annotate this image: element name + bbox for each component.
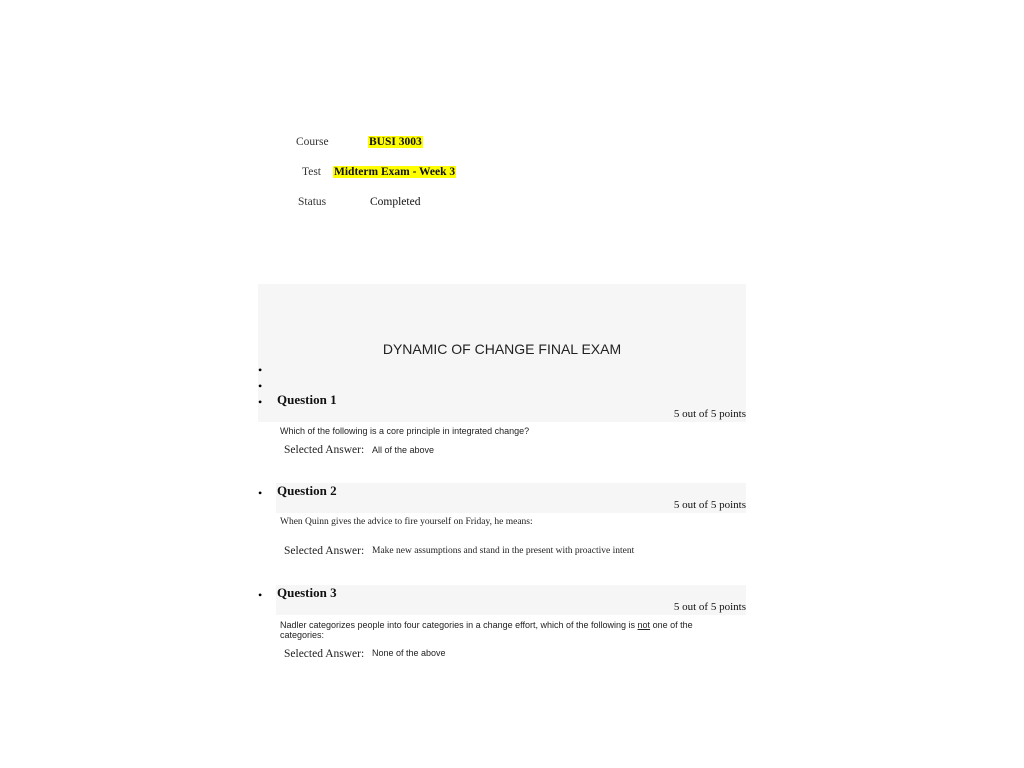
info-row-status — [280, 192, 580, 222]
test-value — [333, 166, 456, 178]
question-2-text: When Quinn gives the advice to fire yourself on Friday, he means: — [280, 517, 533, 527]
info-row-course — [280, 132, 580, 162]
question-1-answer: All of the above — [372, 445, 435, 455]
question-3-points: 5 out of 5 points — [673, 601, 746, 613]
question-2-title: Question 2 — [277, 483, 337, 498]
test-label: Test — [302, 166, 321, 178]
question-2-answer-label: Selected Answer: — [284, 545, 365, 557]
question-1-title: Question 1 — [277, 392, 337, 407]
question-3-text-underlined: not — [637, 620, 651, 630]
question-bullet: • — [258, 588, 263, 602]
question-3-text-before: Nadler categorizes people into four categories in a change effort, which of the following is — [280, 620, 638, 630]
question-2-answer: Make new assumptions and stand in the present with proactive intent — [372, 546, 635, 556]
question-1-points: 5 out of 5 points — [673, 408, 746, 420]
empty-bullet: • — [258, 363, 263, 377]
info-row-test — [280, 162, 580, 192]
question-3-answer: None of the above — [372, 648, 446, 658]
exam-info — [280, 132, 580, 222]
question-3-answer-label: Selected Answer: — [284, 648, 365, 660]
course-label: Course — [296, 136, 329, 148]
question-bullet: • — [258, 486, 263, 500]
question-1-text: Which of the following is a core principle in integrated change? — [280, 426, 530, 436]
empty-bullet: • — [258, 379, 263, 393]
question-3-text — [280, 620, 720, 640]
question-3-title: Question 3 — [277, 585, 337, 600]
exam-title: DYNAMIC OF CHANGE FINAL EXAM — [382, 341, 622, 357]
course-value — [368, 136, 423, 148]
course-value-highlight: BUSI 3003 — [369, 136, 422, 148]
question-3-text-after: one of the categories: — [280, 620, 693, 640]
question-bullet: • — [258, 395, 263, 409]
status-label: Status — [298, 196, 327, 208]
question-2-points: 5 out of 5 points — [673, 499, 746, 511]
status-value: Completed — [370, 196, 421, 208]
test-value-highlight: Midterm Exam - Week 3 — [334, 166, 456, 178]
question-1-answer-label: Selected Answer: — [284, 444, 365, 456]
